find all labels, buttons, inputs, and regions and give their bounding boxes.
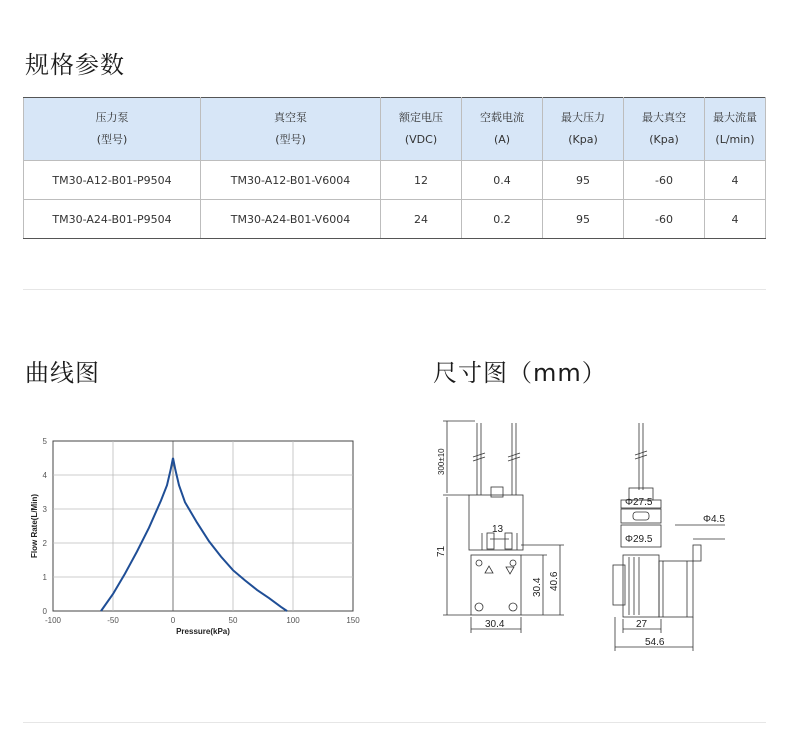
table-cell: TM30-A12-B01-P9504 <box>24 161 201 200</box>
header-pressure-pump: 压力泵 (型号) <box>24 98 201 161</box>
spec-header-row <box>24 98 766 161</box>
table-cell: 4 <box>705 200 766 239</box>
dim-w2: 27 <box>636 619 648 630</box>
y-tick-label: 1 <box>42 573 47 582</box>
y-tick-label: 5 <box>42 437 47 446</box>
section-divider <box>23 722 766 723</box>
dim-w3: 54.6 <box>645 637 665 648</box>
header-vacuum-pump: 真空泵 (型号) <box>201 98 381 161</box>
y-axis-label: Flow Rate(L/Min) <box>30 494 39 558</box>
dim-w1: 30.4 <box>485 619 505 630</box>
table-cell: 4 <box>705 161 766 200</box>
table-cell: 95 <box>543 161 624 200</box>
table-cell: 95 <box>543 200 624 239</box>
y-tick-label: 2 <box>42 539 47 548</box>
section-divider <box>23 289 766 290</box>
dim-d1: Φ27.5 <box>625 497 653 508</box>
x-tick-label: -50 <box>107 616 119 625</box>
x-tick-label: 0 <box>170 616 176 625</box>
spec-title: 规格参数 <box>25 51 125 79</box>
header-max-pressure: 最大压力 (Kpa) <box>543 98 624 161</box>
spec-table <box>23 97 766 239</box>
curve-title: 曲线图 <box>25 359 100 387</box>
table-cell: TM30-A24-B01-P9504 <box>24 200 201 239</box>
x-tick-label: 50 <box>228 616 238 625</box>
header-current: 空载电流 (A) <box>462 98 543 161</box>
y-tick-label: 4 <box>42 471 47 480</box>
table-row <box>24 200 766 239</box>
dim-height: 71 <box>436 545 447 557</box>
table-row <box>24 161 766 200</box>
table-cell: 12 <box>381 161 462 200</box>
dim-h1: 30.4 <box>532 577 543 597</box>
x-tick-label: 100 <box>286 616 300 625</box>
front-view <box>443 421 564 633</box>
table-cell: -60 <box>624 200 705 239</box>
dim-cable-length: 300±10 <box>437 448 446 475</box>
table-cell: TM30-A12-B01-V6004 <box>201 161 381 200</box>
plot-area <box>53 441 353 611</box>
dim-d2: Φ29.5 <box>625 534 653 545</box>
flow-pressure-chart <box>25 430 370 645</box>
table-cell: 0.4 <box>462 161 543 200</box>
header-voltage: 额定电压 (VDC) <box>381 98 462 161</box>
x-tick-label: -100 <box>44 616 62 625</box>
dim-d3: Φ4.5 <box>703 514 725 525</box>
dimension-drawing <box>425 405 765 660</box>
y-tick-label: 0 <box>42 607 47 616</box>
table-cell: -60 <box>624 161 705 200</box>
table-cell: 24 <box>381 200 462 239</box>
x-axis-label: Pressure(kPa) <box>176 627 230 636</box>
table-cell: 0.2 <box>462 200 543 239</box>
dimension-title: 尺寸图（mm） <box>433 359 607 387</box>
dim-h2: 40.6 <box>549 571 560 591</box>
x-tick-label: 150 <box>346 616 360 625</box>
y-tick-label: 3 <box>42 505 47 514</box>
header-max-vacuum: 最大真空 (Kpa) <box>624 98 705 161</box>
table-cell: TM30-A24-B01-V6004 <box>201 200 381 239</box>
header-max-flow: 最大流量 (L/min) <box>705 98 766 161</box>
dim-spacing: 13 <box>492 524 504 535</box>
